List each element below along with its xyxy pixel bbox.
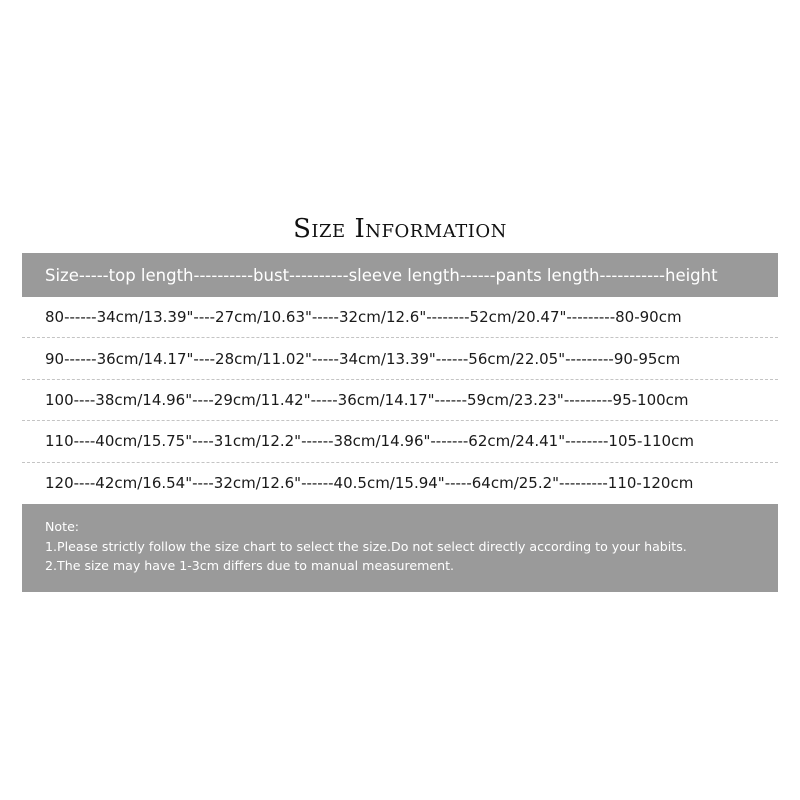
- note-panel: [22, 504, 778, 592]
- size-table-header-label: Size-----top length----------bust----------sleeve length------pants length-----------height: [45, 265, 718, 285]
- table-row: [22, 338, 778, 379]
- table-row: [22, 297, 778, 338]
- size-table: [22, 297, 778, 504]
- table-row-text: 100----38cm/14.96"----29cm/11.42"-----36cm/14.17"------59cm/23.23"---------95-100cm: [45, 390, 689, 409]
- size-table-header: [22, 253, 778, 297]
- table-row: [22, 463, 778, 504]
- table-row: [22, 421, 778, 462]
- table-row-text: 120----42cm/16.54"----32cm/12.6"------40.5cm/15.94"-----64cm/25.2"---------110-120cm: [45, 474, 694, 493]
- page-title: Size Information: [293, 214, 507, 244]
- table-row-text: 90------36cm/14.17"----28cm/11.02"-----34cm/13.39"------56cm/22.05"---------90-95cm: [45, 349, 681, 368]
- table-row-text: 80------34cm/13.39"----27cm/10.63"-----32cm/12.6"--------52cm/20.47"---------80-90cm: [45, 308, 682, 327]
- note-line-2: 2.The size may have 1-3cm differs due to manual measurement.: [45, 558, 455, 573]
- note-label: Note:: [45, 519, 80, 534]
- table-row: [22, 380, 778, 421]
- table-row-text: 110----40cm/15.75"----31cm/12.2"------38cm/14.96"-------62cm/24.41"--------105-110cm: [45, 432, 694, 451]
- note-line-1: 1.Please strictly follow the size chart to select the size.Do not select directly according to your habits.: [45, 538, 687, 554]
